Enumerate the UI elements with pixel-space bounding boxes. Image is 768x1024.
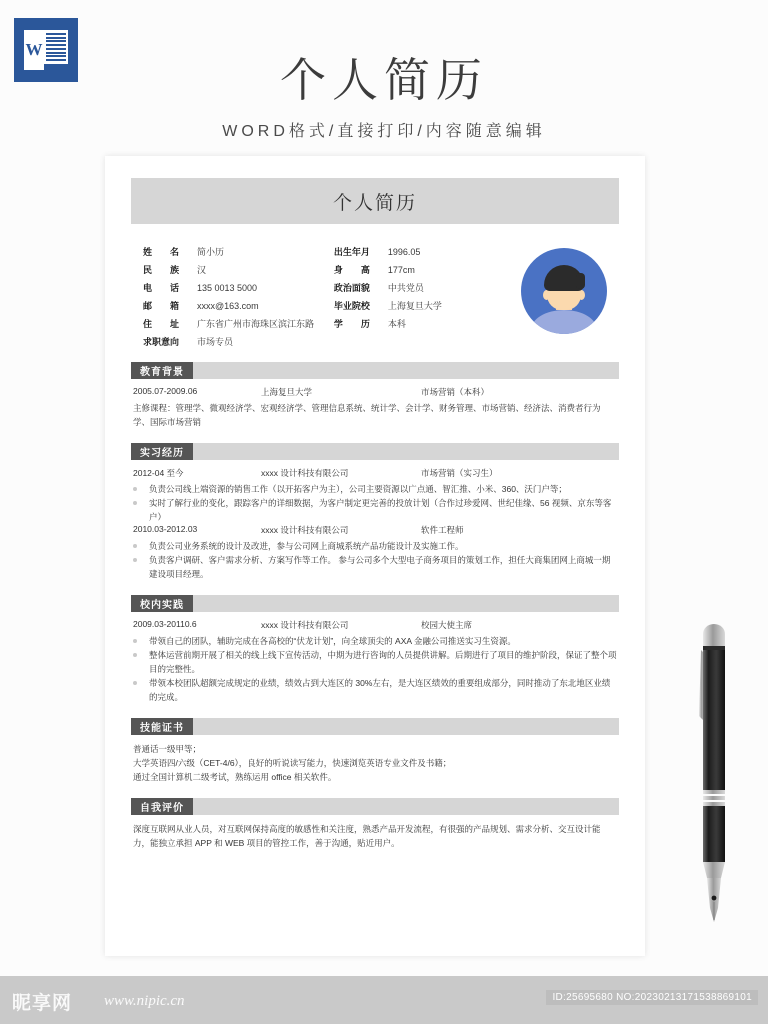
section-header-bar [131,718,619,735]
avatar-shoulders [531,310,597,334]
bullet-text: 负责公司线上端资源的销售工作（以开拓客户为主），公司主要资源以广点通、智汇推、小米、360、沃门户等； [149,484,567,494]
info-value: 1996.05 [387,247,421,257]
resume-banner-title: 个人简历 [332,192,417,214]
info-value: 简小历 [197,247,225,257]
info-label: 住 址 [143,319,180,329]
watermark-id: ID:25695680 NO:20230213171538869101 [546,990,758,1005]
info-row [334,264,505,276]
bullet-item [133,634,617,648]
bullet-dot-icon [133,496,149,524]
resume-sections [131,362,619,850]
entry-header [133,467,617,479]
bullet-item [133,496,617,524]
resume-sheet [105,156,645,956]
entry-paragraph: 通过全国计算机二级考试，熟练运用 office 相关软件。 [133,772,337,782]
section-header-bar [131,595,619,612]
entry-date: 2010.03-2012.03 [133,524,198,534]
entry-date: 2012-04 至今 [133,468,184,478]
bullet-text: 带领自己的团队，辅助完成在各高校的“伏龙计划”，向全球顶尖的 AXA 金融公司推送实习生资源。 [149,636,516,646]
bullet-dot-icon [133,553,149,581]
section-tag: 技能证书 [131,718,193,735]
info-label: 姓 名 [143,247,180,257]
bullet-item [133,676,617,704]
info-label: 出生年月 [333,247,370,257]
info-row [143,282,334,294]
entry-org: xxxx 设计科技有限公司 [261,620,349,630]
bullet-text: 负责客户调研、客户需求分析、方案写作等工作。 参与公司多个大型电子商务项目的策划工作，担任大商集团网上商城一期建设项目经理。 [149,555,611,579]
bullet-item [133,539,617,553]
entry-date: 2009.03-20110.6 [133,619,197,629]
bullet-item [133,482,617,496]
entry-date: 2005.07-2009.06 [133,386,198,396]
entry-role: 市场营销（实习生） [421,468,498,478]
section-header-bar [131,362,619,379]
info-row [334,300,505,312]
personal-info-left [143,246,334,348]
entry-org: xxxx 设计科技有限公司 [261,468,349,478]
personal-info-block [131,246,619,348]
entry-header [133,524,617,536]
info-value: 135 0013 5000 [197,283,258,293]
info-label: 求职意向 [143,337,180,347]
section-body [131,612,619,704]
info-value: 广东省广州市海珠区滨江东路 [197,319,315,329]
word-letter: W [24,30,44,70]
bullet-dot-icon [133,482,149,496]
bullet-item [133,648,617,676]
info-row [143,300,334,312]
bullet-dot-icon [133,676,149,704]
bullet-dot-icon [133,648,149,676]
fountain-pen-icon [690,620,736,930]
info-row [143,336,334,348]
section-tag: 自我评价 [131,798,193,815]
bullet-text: 负责公司业务系统的设计及改进，参与公司网上商城系统产品功能设计及实施工作。 [149,541,464,551]
info-row [143,318,334,330]
section-body [131,379,619,429]
info-value: xxxx@163.com [197,301,259,311]
entry-role: 校园大使主席 [421,620,473,630]
info-row [334,318,505,330]
section-body [131,815,619,850]
entry-org: 上海复旦大学 [261,387,313,397]
page-subtitle: WORD格式/直接打印/内容随意编辑 [222,123,546,140]
avatar-hair [544,265,584,291]
bullet-dot-icon [133,539,149,553]
info-label: 政治面貌 [333,283,370,293]
bullet-dot-icon [133,634,149,648]
section-header-bar [131,443,619,460]
info-label: 电 话 [143,283,180,293]
section-header-bar [131,798,619,815]
entry-role: 市场营销（本科） [421,387,490,397]
info-row [334,282,505,294]
entry-paragraph: 主修课程：管理学、微观经济学、宏观经济学、管理信息系统、统计学、会计学、财务管理、市场营销、经济法、消费者行为学、国际市场营销 [133,403,601,427]
personal-info-right [334,246,505,348]
info-value: 中共党员 [387,283,424,293]
watermark-logo: 昵享网 [12,993,73,1014]
section-tag: 实习经历 [131,443,193,460]
watermark-url: www.nipic.cn [104,993,185,1009]
info-value: 上海复旦大学 [387,301,442,311]
avatar [521,248,607,334]
info-row [143,264,334,276]
entry-header [133,386,617,398]
bullet-text: 带领本校团队超额完成规定的业绩，绩效占到大连区的 30%左右，是大连区绩效的重要组成部分，同时推动了东北地区业绩的完成。 [149,678,611,702]
info-row [334,246,505,258]
info-value: 本科 [387,319,406,329]
info-label: 学 历 [333,319,370,329]
info-value: 汉 [197,265,207,275]
info-label: 毕业院校 [333,301,370,311]
bullet-text: 整体运营前期开展了相关的线上线下宣传活动，中期为进行咨询的人员提供讲解。后期进行了项目的维护阶段，保证了整个项目的完整性。 [149,650,617,674]
info-label: 身 高 [333,265,370,275]
entry-role: 软件工程师 [421,525,464,535]
section-body [131,735,619,784]
entry-org: xxxx 设计科技有限公司 [261,525,349,535]
entry-header [133,619,617,631]
info-label: 民 族 [143,265,180,275]
section-body [131,460,619,581]
bullet-item [133,553,617,581]
info-value: 市场专员 [197,337,234,347]
resume-banner [131,178,619,224]
bullet-text: 实时了解行业的变化，跟踪客户的详细数据，为客户制定更完善的投放计划（合作过珍爱网、世纪佳缘、56 视频、京东等客户） [149,498,612,522]
entry-paragraph: 普通话一级甲等； [133,744,202,754]
info-label: 邮 箱 [143,301,180,311]
page-title: 个人简历 [280,54,488,106]
section-tag: 教育背景 [131,362,193,379]
footer-watermark-bar [0,976,768,1024]
info-value: 177cm [387,265,415,275]
section-tag: 校内实践 [131,595,193,612]
info-row [143,246,334,258]
entry-paragraph: 大学英语四/六级（CET-4/6），良好的听说读写能力，快速浏览英语专业文件及书籍； [133,758,452,768]
entry-paragraph: 深度互联网从业人员，对互联网保持高度的敏感性和关注度，熟悉产品开发流程，有很强的产品规划、需求分析、交互设计能力，能独立承担 APP 和 WEB 项目的管控工作，善于沟通，贴近用户。 [133,824,601,848]
